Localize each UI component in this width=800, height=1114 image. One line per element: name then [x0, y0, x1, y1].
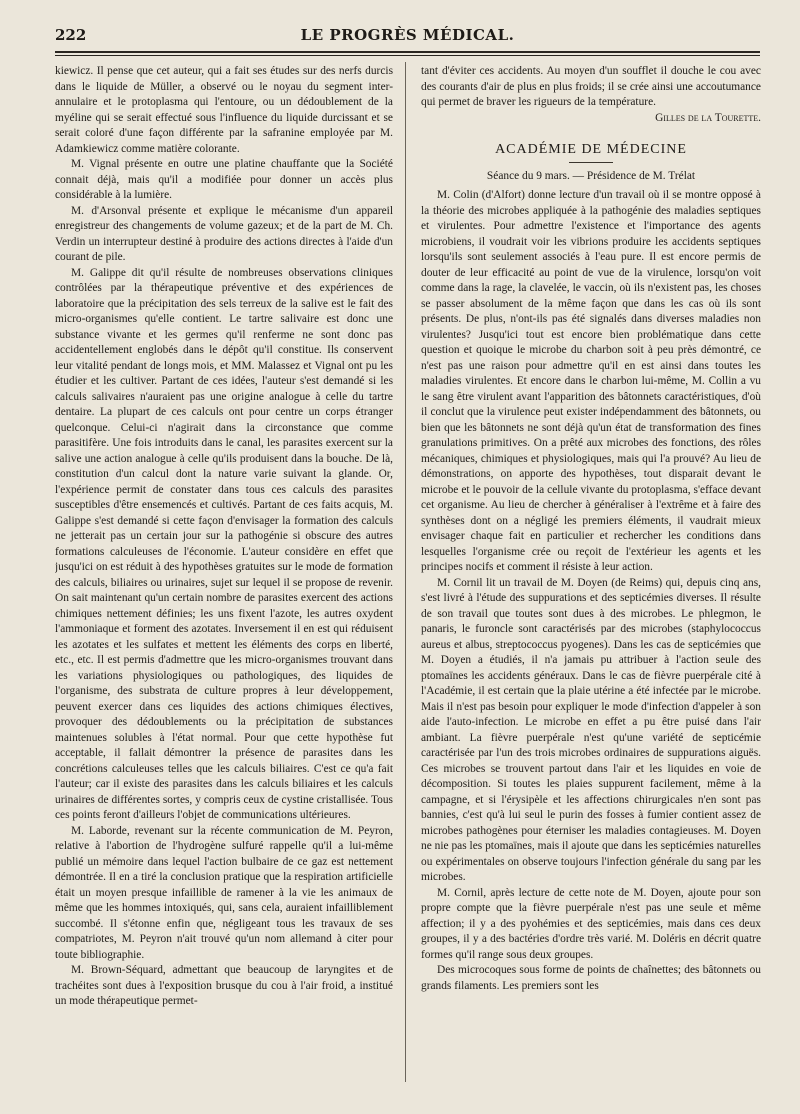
paragraph: M. Colin (d'Alfort) donne lecture d'un travail où il se montre opposé à la théorie des microbes appliquée à la pathogénie des maladies septiques et virulentes. Pour admettre l'existence et l'importance des agents microbiens, il voudrait voir les vibrions produire les accidents septiques lorsqu'ils sont seulement associés à l'eau pure. Il est encore permis de douter de leur efficacité au point de vue de la virulence, lorsqu'on voit comme dans la rage, la clavelée, le vaccin, où ils n'existent pas, les choses se passer absolument de la même façon que dans les cas où ils sont présents. De plus, n'ont-ils pas été signalés dans diverses maladies non virulentes? Jusqu'ici tout est encore bien problématique dans cette question et quoique le microbe du charbon soit à peu près démontré, ce n'est pas une raison pour admettre qu'il en est ainsi dans toutes les maladies virulentes. Et encore dans le charbon lui-même, M. Collin a vu le sang être virulent avant l'apparition des bâtonnets caractéristiques, d'où il conclut que la virulence peut exister indépendamment des bâtonnets, ou bien que les bâtonnets ne sont déjà qu'un état de transformation des fines granulations primitives. On a prêté aux microbes des fonctions, des rôles mécaniques, chimiques et physiologiques, mais qui l'a prouvé? Au lieu de démonstrations, on apporte des hypothèses, tout disparait devant le microbe et le pouvoir de la cellule vivante du protoplasma, s'efface devant cet organisme. Au lieu de chercher à généraliser à l'extrême et à faire des synthèses dont on a négligé les premiers éléments, il vaudrait mieux envisager chaque fait en particulier et rechercher les conditions dans lesquelles l'organisme crée ou reçoit de l'extérieur les agents et les principes nocifs et comment il résiste à leur action.	[421, 189, 761, 573]
paragraph: tant d'éviter ces accidents. Au moyen d'un soufflet il douche le cou avec des courants d'air de plus en plus froids; il se crée ainsi une accoutumance qui permet de braver les rigueurs de la température.	[421, 65, 761, 108]
paragraph: kiewicz. Il pense que cet auteur, qui a fait ses études sur des nerfs durcis dans le liquide de Müller, a observé ou le noyau du segment inter-annulaire et le protoplasma qui l'entoure, ou un dédoublement de la myéline qui se serait effectué sous l'influence du liquide durcissant et se serait coloré d'une façon différente par la safranine employée par M. Adamkiewicz comme matière colorante.	[55, 65, 393, 155]
paragraph: M. Galippe dit qu'il résulte de nombreuses observations cliniques contrôlées par la thérapeutique préventive et des expériences de laboratoire que la précipitation des sels terreux de la salive est le fait des micro-organismes qu'elle contient. Le tartre salivaire est donc une substance vivante et les germes qu'il renferme ne sont donc pas accidentellement englobés dans le dépôt qu'il constitue. Ils conservent leur vitalité pendant de longs mois, et MM. Malassez et Vignal ont pu les étudier et les cultiver. Partant de ces idées, l'auteur s'est demandé si les calculs salivaires n'auraient pas une origine analogue à celle du tartre dentaire. La plupart de ces calculs ont pour centre un corps étranger quelconque. Celui-ci n'agirait dans la circonstance que comme parasitifère. Une fois introduits dans le canal, les parasites exercent sur la salive une action analogue à celle qu'ils produisent dans la bouche. De là, constitution d'un calcul dont la nature varie suivant la glande. Or, l'expérience permit de constater dans tous ces calculs des parasites susceptibles d'être ensemencés et cultivés. Partant de ces faits acquis, M. Galippe s'est demandé si cette façon d'envisager la formation des calculs ne jetterait pas un certain jour sur la pathogénie si obscure des autres formations calculeuses de l'économie. L'auteur considère en effet que jusqu'ici on est réduit à des hypothèses gratuites sur le mode de formation des calculs, biliaires ou urinaires, sujet sur lequel il se propose de revenir. On sait maintenant qu'un certain nombre de parasites exercent des actions chimiques nettement définies; les uns fixent l'azote, les autres oxydent l'ammoniaque et forment des azotates. Inversement il en est qui réduisent les azotates et les sulfates et mettent les éléments des corps en liberté, etc., etc. Il est permis d'admettre que les micro-organismes trouvant dans les variations physiologiques ou pathologiques, des liquides de l'organisme, des substrata de culture propres à leur développement, peuvent exercer dans ces liquides des actions chimiques électives, provoquer des dédoublements ou la précipitation de substances maintenues solubles à l'état normal. Pour que cette hypothèse fut acceptable, il fallait démontrer la présence de parasites dans les concrétions calculeuses telles que les calculs biliaires. C'est ce qu'a fait l'auteur; car il existe des parasites dans les calculs biliaires et les calculs urinaires de différentes sortes, y compris ceux de cystine cristallisée. Tous ces points feront d'ailleurs l'objet de communications ultérieures.	[55, 266, 393, 821]
author-signature: Gilles de la Tourette.	[655, 111, 761, 124]
column-divider	[405, 62, 406, 1082]
page-number: 222	[55, 26, 87, 44]
header-rule-thick	[55, 51, 760, 53]
section-rule	[569, 162, 613, 163]
paragraph: M. d'Arsonval présente et explique le mécanisme d'un appareil enregistreur des changements de volume gazeux; et de la part de M. Ch. Verdin un interrupteur destiné à produire des actions directes à l'aide d'un courant de pile.	[55, 204, 393, 263]
paragraph: M. Laborde, revenant sur la récente communication de M. Peyron, relative à l'abortion de l'hydrogène sulfuré rappelle qu'il a lui-même publié un mémoire dans lequel l'action bulbaire de ce gaz est nettement démontrée. Il en a tiré la conclusion pratique que la respiration artificielle était un moyen presque infaillible de ramener à la vie les animaux de même que les hommes intoxiqués, qui, sans cela, auraient infailliblement succombé. Il s'étonne enfin que, négligeant tous les travaux de ses compatriotes, M. Peyron n'ait trouvé qu'un nom allemand à citer pour toute bibliographie.	[55, 824, 393, 961]
page-header	[55, 26, 760, 48]
session-line: Séance du 9 mars. — Présidence de M. Trélat	[486, 169, 696, 182]
right-column	[421, 64, 761, 1082]
paragraph: M. Cornil, après lecture de cette note de M. Doyen, ajoute pour son propre compte que la fièvre puerpérale n'est pas une seule et même affection; il y a des pyohémies et des septicémies, mais dans ces deux groupes, il y a des bactéries d'ordre très varié. M. Doléris en décrit quatre formes qu'il range sous deux groupes.	[421, 886, 761, 961]
paragraph: Des microcoques sous forme de points de chaînettes; des bâtonnets ou grands filaments. Les premiers sont les	[421, 964, 761, 992]
paragraph: M. Cornil lit un travail de M. Doyen (de Reims) qui, depuis cinq ans, s'est livré à l'étude des suppurations et des septicémies diverses. Il résulte de son travail que toutes sont dues à des microbes. Le phlegmon, le panaris, le furoncle sont caractérisés par des microbes (staphylococcus aureus et albus, streptococcus pyogenes). Dans les cas de septicémies que M. Doyen a étudiés, il n'a jamais pu attribuer à l'action seule des ptomaïnes les accidents généraux. Dans le cas de fièvre puerpérale cité à l'Académie, il est certain que la plaie utérine a été infectée par le microbe. Mais il n'est pas besoin pour expliquer le mode d'infection d'appeler à son aide l'auto-infection. Le microbe en effet a pu être puisé dans l'air ambiant. La fièvre puerpérale n'est qu'une variété de septicémie caractérisée par l'un des trois microbes ordinaires de suppurations aiguës. Ces microbes se trouvent partout dans l'air et les liquides en voie de décomposition. Si toutes les plaies suppurent facilement, même à la campagne, et si l'érysipèle et les affections chirurgicales n'en sont pas bannies, c'est qu'à lui seul le purin des fosses à fumier contient assez de microbes pathogènes pour éterniser les maladies contagieuses. M. Doyen ne nie pas les ptomaïnes, mais il ajoute que dans les septicémies naturelles ou expérimentales on observe toujours l'infection générale du sang par les microbes.	[421, 576, 761, 883]
section-title: ACADÉMIE DE MÉDECINE	[495, 142, 687, 157]
paragraph: M. Vignal présente en outre une platine chauffante que la Société connait déjà, mais qu'il a modifiée pour donner un accès plus considérable à la lumière.	[55, 158, 393, 201]
header-rule-thin	[55, 55, 760, 56]
paragraph: M. Brown-Séquard, admettant que beaucoup de laryngites et de trachéites sont dues à l'exposition brusque du cou à l'air froid, a institué un mode thérapeutique permet-	[55, 964, 393, 1007]
journal-title: LE PROGRÈS MÉDICAL.	[300, 26, 515, 44]
left-column	[55, 64, 393, 1082]
